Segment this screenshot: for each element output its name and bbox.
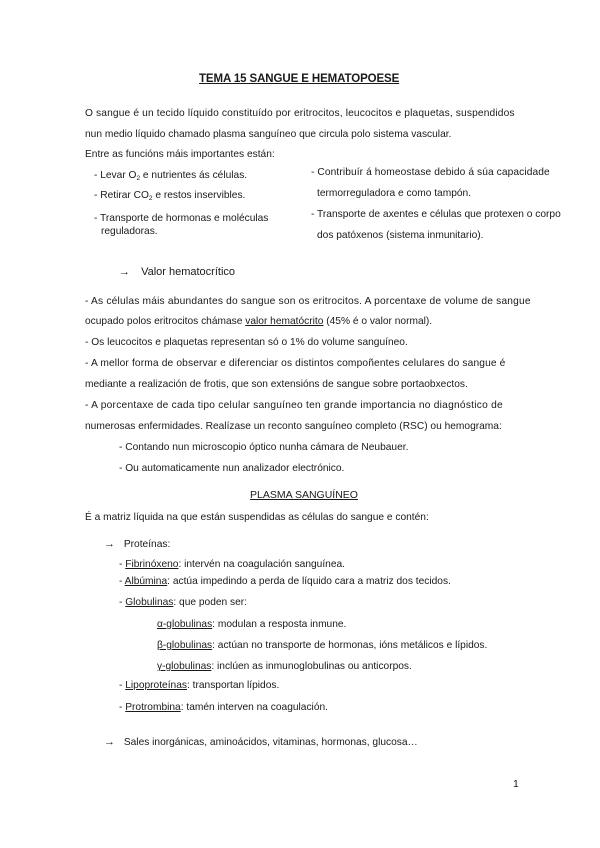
other-components: → Sales inorgánicas, aminoácidos, vitaminas, hormonas, glucosa… [104,736,418,748]
globulin-item: α-globulinas: modulan a resposta inmune. [157,619,347,630]
hemogram-method-1: - Contando nun microscopio óptico nunha cámara de Neubauer. [119,442,409,453]
hematocrit-para-2: - Os leucocitos e plaquetas representan só o 1% do volume sanguíneo. [85,337,408,348]
arrow-right-icon: → [104,538,115,550]
protein-item: - Protrombina: tamén interven na coagulación. [119,702,328,713]
function-item: - Contribuír á homeostase debido á súa capacidade termorreguladora e como tampón. [311,167,550,199]
hematocrit-heading: → Valor hematocrítico [119,266,236,278]
arrow-right-icon: → [104,736,115,748]
hematocrit-para-4-line-1: - A porcentaxe de cada tipo celular sanguíneo ten grande importancia no diagnóstico de [85,400,503,411]
function-item: - Levar $O_2$ e nutrientes ás células. [94,170,248,182]
page-title: TEMA 15 SANGUE E HEMATOPOESE [199,73,400,85]
arrow-right-icon: → [119,266,130,278]
page-number: 1 [513,778,519,790]
protein-item: - Albúmina: actúa impedindo a perda de líquido cara a matriz dos tecidos. [119,576,451,587]
function-item: - Retirar $CO_2$ e restos inservibles. [94,190,246,202]
function-item: - Transporte de axentes e células que protexen o corpo dos patóxenos (sistema inmunitario). [311,209,561,241]
function-item: - Transporte de hormonas e moléculas reguladoras. [94,213,269,237]
globulin-item: γ-globulinas: inclúen as inmunoglobulinas ou anticorpos. [157,661,412,672]
globulin-item: β-globulinas: actúan no transporte de hormonas, ións metálicos e lípidos. [157,640,488,651]
intro-line-2: nun medio líquido chamado plasma sanguíneo que circula polo sistema vascular. [85,129,452,140]
intro-line-1: O sangue é un tecido líquido constituído por eritrocitos, leucocitos e plaquetas, suspendidos [85,108,515,119]
plasma-heading: PLASMA SANGUÍNEO [250,489,358,501]
protein-item: - Fibrinóxeno: intervén na coagulación sanguínea. [119,559,345,570]
intro-line-3: Entre as funcións máis importantes están: [85,149,275,160]
proteins-heading: → Proteínas: [104,538,171,550]
protein-item: - Lipoproteínas: transportan lípidos. [119,680,280,691]
hematocrit-para-1-line-2: ocupado polos eritrocitos chámase valor hematócrito (45% é o valor normal). [85,316,433,327]
hematocrit-para-1-line-1: - As células máis abundantes do sangue son os eritrocitos. A porcentaxe de volume de sangue [85,296,531,307]
hemogram-method-2: - Ou automaticamente nun analizador electrónico. [119,463,345,474]
hematocrit-para-4-line-2: numerosas enfermidades. Realízase un reconto sanguíneo completo (RSC) ou hemograma: [85,421,502,432]
protein-item: - Globulinas: que poden ser: [119,597,248,608]
hematocrit-para-3-line-1: - A mellor forma de observar e diferenciar os distintos compoñentes celulares do sangue é [85,358,506,369]
hematocrit-para-3-line-2: mediante a realización de frotis, que son extensións de sangue sobre portaobxectos. [85,379,468,390]
plasma-intro: É a matriz líquida na que están suspendidas as células do sangue e contén: [85,512,429,523]
